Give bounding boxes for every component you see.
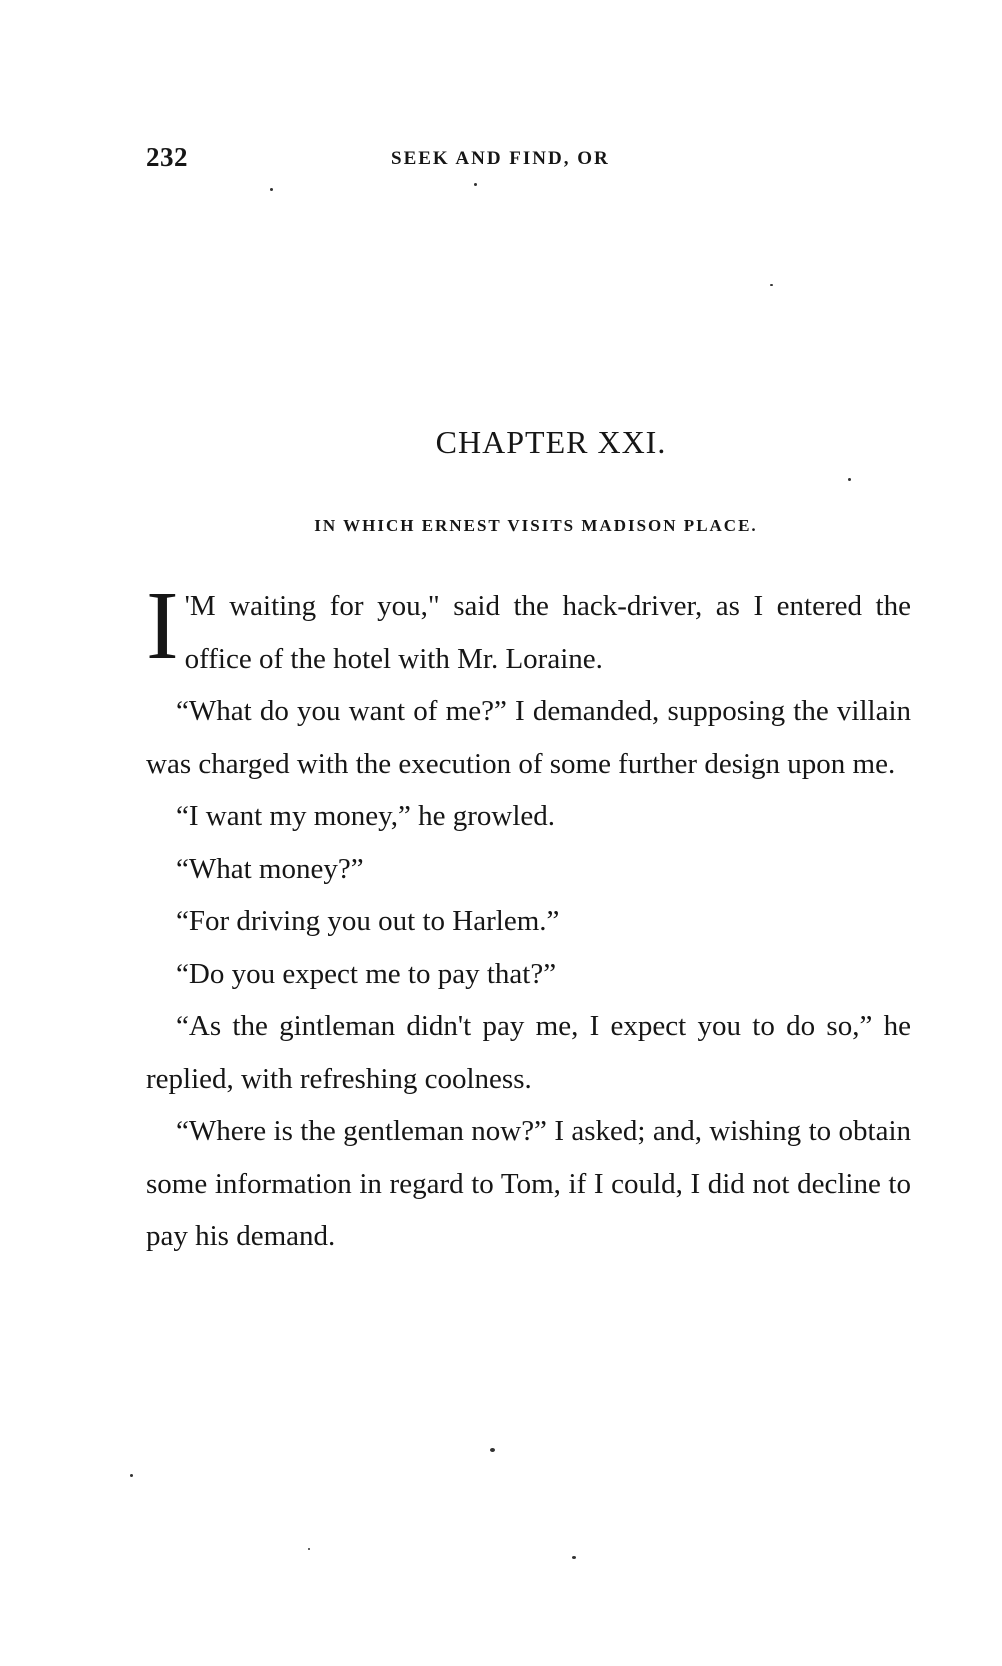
paragraph-4: “What money?” — [176, 852, 364, 885]
running-head — [146, 142, 911, 182]
scan-speck — [490, 1448, 495, 1452]
scan-speck — [770, 284, 773, 286]
chapter-subtitle: IN WHICH ERNEST VISITS MADISON PLACE. — [314, 516, 758, 535]
scan-speck — [308, 1548, 310, 1550]
paragraph-6: “Do you expect me to pay that?” — [176, 957, 557, 990]
paragraph-1 — [146, 572, 911, 685]
paragraph-text: 'M waiting for you," said the hack-driver, as I entered the office of the hotel with Mr. Loraine. — [184, 590, 911, 675]
page-number: 232 — [146, 142, 188, 172]
scan-speck — [474, 183, 477, 186]
scan-speck — [270, 188, 273, 191]
paragraph-3: “I want my money,” he growled. — [176, 800, 556, 832]
chapter-heading: CHAPTER XXI. — [435, 424, 667, 460]
scan-speck — [130, 1474, 133, 1477]
paragraph-8: “Where is the gentleman now?” I asked; and, wishing to obtain some information in regard to Tom, if I could, I did not decline to pay his demand. — [146, 1115, 911, 1252]
paragraph-7: “As the gintleman didn't pay me, I expect you to do so,” he replied, with refreshing coolness. — [146, 1010, 911, 1095]
scan-speck — [848, 478, 851, 481]
paragraph-2: “What do you want of me?” I demanded, supposing the villain was charged with the execution of some further design upon me. — [146, 695, 911, 780]
paragraph-5: “For driving you out to Harlem.” — [176, 905, 560, 937]
scan-speck — [572, 1556, 576, 1559]
body-text — [146, 572, 911, 1263]
running-title: SEEK AND FIND, OR — [391, 148, 610, 169]
drop-cap: I — [146, 572, 179, 680]
